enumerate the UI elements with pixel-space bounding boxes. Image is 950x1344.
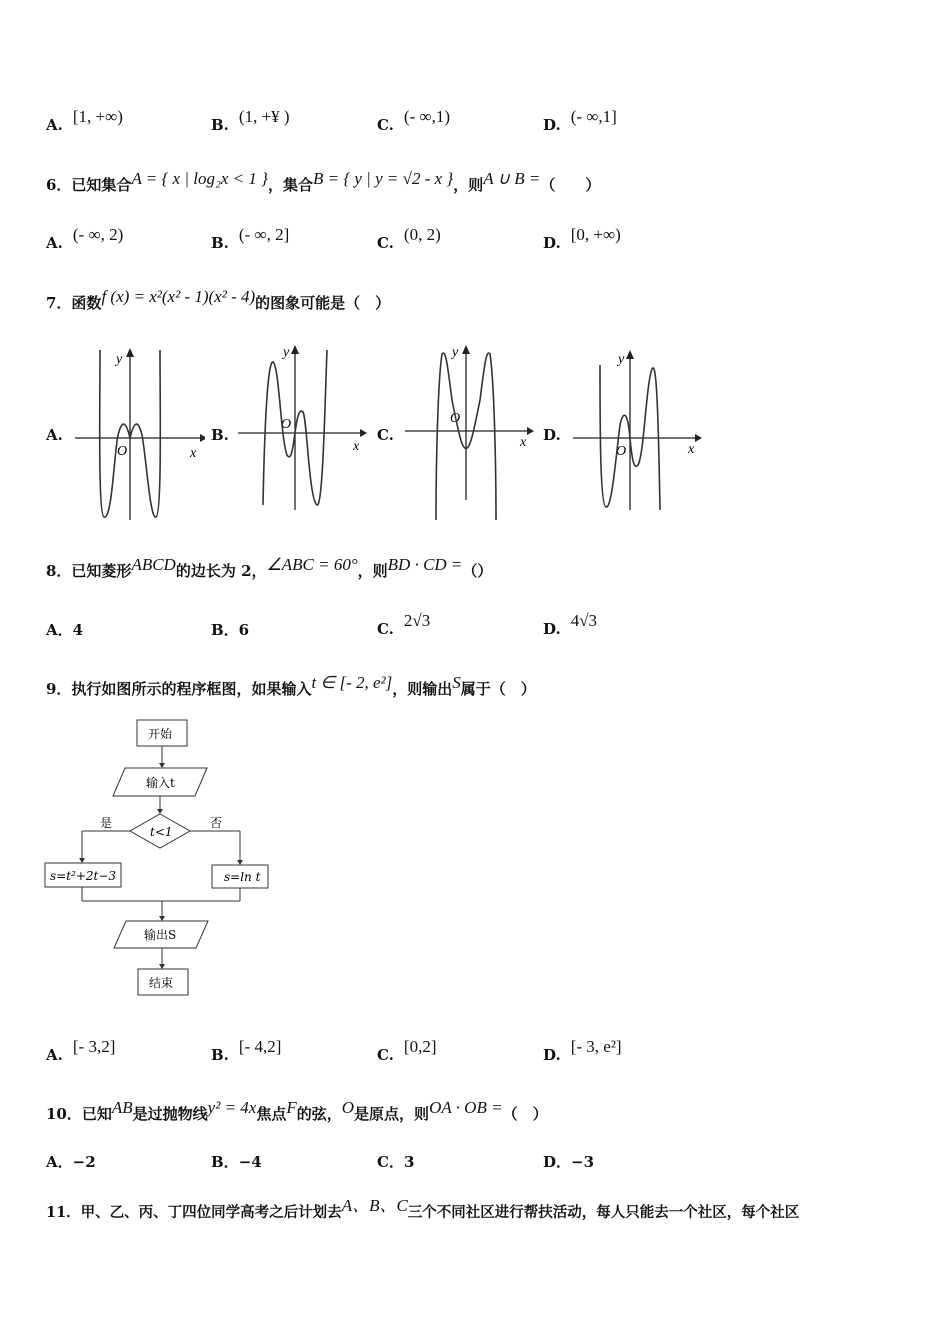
q9-option-a: A. [- 3,2] (46, 1037, 116, 1064)
q7-a-origin: O (117, 444, 128, 459)
q10-option-a: A．−2 (46, 1153, 96, 1171)
q10-option-d: D．−3 (543, 1153, 595, 1171)
q6-option-a: A. (- ∞, 2) (46, 225, 124, 252)
flow-left-box: s=t²+2t−3 (50, 869, 117, 883)
q9-flowchart (40, 715, 280, 1005)
q9-option-b: B. [- 4,2] (211, 1037, 282, 1064)
q7-label-a: A. (46, 426, 63, 444)
q7-b-origin: O (281, 417, 292, 432)
q7-d-y-label: y (618, 352, 625, 367)
q7-graph-d (570, 345, 710, 520)
q6-stem: 6．已知集合A = { x | log₂x < 1 }，集合B = { y | y = √2 - x }，则A ∪ B =（ ） (46, 169, 601, 194)
q7-c-y-label: y (452, 345, 459, 360)
q9-stem: 9．执行如图所示的程序框图，如果输入t ∈ [- 2, e²]，则输出S属于（ ） (46, 673, 536, 698)
q7-stem: 7．函数f (x) = x²(x² - 1)(x² - 4)的图象可能是（ ） (46, 287, 391, 312)
flow-input: 输入t (146, 776, 175, 790)
q8-option-b: B．6 (211, 621, 250, 639)
q5-option-a: A. [1, +∞) (46, 107, 123, 134)
q7-c-x-label: x (520, 435, 527, 450)
q9-option-d: D. [- 3, e²] (543, 1037, 622, 1064)
flow-output: 输出S (144, 928, 177, 942)
q7-a-y-label: y (116, 352, 123, 367)
q6-option-d: D. [0, +∞) (543, 225, 621, 252)
flow-yes: 是 (100, 816, 113, 830)
q7-label-b: B. (211, 426, 229, 444)
q7-d-x-label: x (688, 442, 695, 457)
q10-stem: 10．已知AB是过抛物线y² = 4x焦点F的弦，O是原点，则OA · OB =（ ） (46, 1098, 548, 1123)
flow-end: 结束 (149, 976, 174, 990)
q5-option-b: B. (1, +¥ ) (211, 107, 290, 134)
q11-stem: 11．甲、乙、丙、丁四位同学高考之后计划去A、B、C三个不同社区进行帮扶活动，每人只能去一个社区，每个社区 (46, 1196, 800, 1221)
q8-stem: 8．已知菱形ABCD的边长为 2，∠ABC = 60°，则BD · CD =（） (46, 555, 493, 580)
q6-option-c: C. (0, 2) (377, 225, 441, 252)
q10-option-b: B．−4 (211, 1153, 262, 1171)
q8-option-c: C. 2√3 (377, 611, 431, 638)
q7-b-x-label: x (353, 439, 360, 454)
q6-option-b: B. (- ∞, 2] (211, 225, 290, 252)
q7-graph-a (70, 345, 205, 525)
q10-option-c: C．3 (377, 1153, 415, 1171)
q7-d-origin: O (616, 444, 627, 459)
q9-option-c: C. [0,2] (377, 1037, 437, 1064)
q8-option-d: D. 4√3 (543, 611, 598, 638)
flow-no: 否 (210, 816, 223, 830)
q8-option-a: A．4 (46, 621, 84, 639)
q7-c-origin: O (450, 411, 461, 426)
q7-graph-b (235, 340, 370, 520)
q7-graph-c (402, 340, 542, 525)
q7-label-c: C. (377, 426, 394, 444)
q7-b-y-label: y (283, 345, 290, 360)
flow-right-box: s=ln t (224, 870, 261, 884)
q5-option-c: C. (- ∞,1) (377, 107, 451, 134)
q7-a-x-label: x (190, 446, 197, 461)
q7-label-d: D. (543, 426, 561, 444)
flow-decision: t<1 (150, 825, 173, 839)
q5-option-d: D. (- ∞,1] (543, 107, 617, 134)
flow-start: 开始 (148, 727, 173, 741)
